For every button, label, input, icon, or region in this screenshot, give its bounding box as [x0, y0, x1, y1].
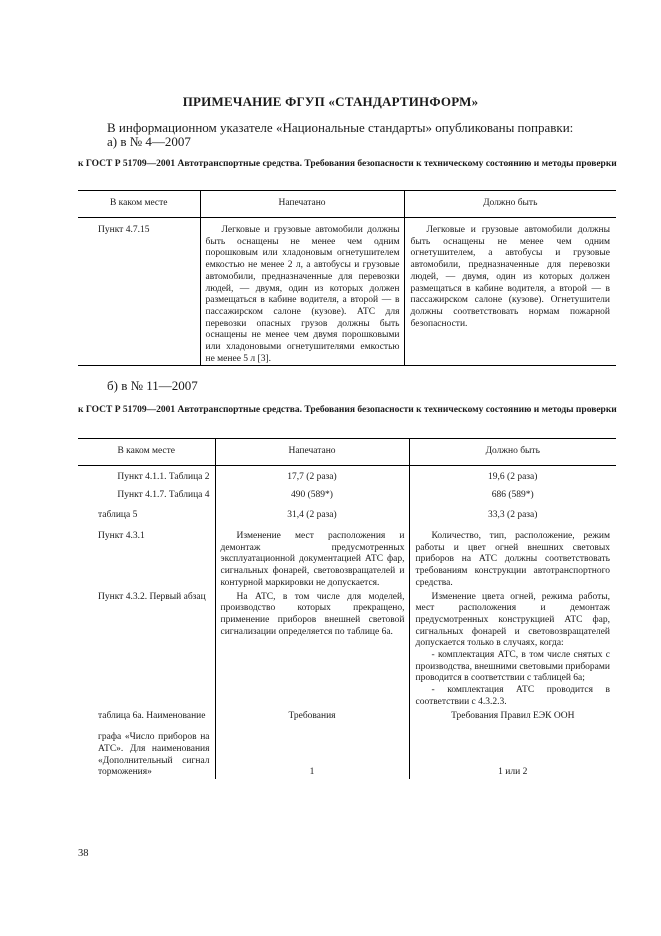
place-cell: таблица 5 [98, 510, 138, 520]
header-correct: Должно быть [409, 439, 616, 466]
header-printed: Напечатано [200, 191, 404, 218]
correct-cell: 1 или 2 [409, 732, 616, 779]
table-row [78, 508, 616, 528]
correct-cell [409, 590, 616, 709]
correct-cell: Количество, тип, расположение, режим работы и цвет огней внешних световых приборов на АТС должны соответствовать требованиям конструкции автотранспортного средства. [409, 528, 616, 590]
correct-cell-text: Изменение цвета огней, режима работы, мест расположения и демонтаж предусмотренных конструкцией АТС фар, сигнальных фонарей и световозвращателей допускается только в случаях, когда: [415, 591, 610, 649]
header-place: В каком месте [78, 191, 200, 218]
place-cell: Пункт 4.1.7. Таблица 4 [117, 490, 210, 500]
printed-cell: Изменение мест расположения и демонтаж предусмотренных эксплуатационной документацией АТС фар, сигнальных фонарей, световозвращателей и контурной маркировки не допускается. [215, 528, 409, 590]
place-cell: Пункт 4.1.1. Таблица 2 [117, 472, 210, 482]
printed-cell: 17,7 (2 раза) [215, 466, 409, 489]
correct-cell: Требования Правил ЕЭК ООН [409, 709, 616, 733]
table-row [78, 218, 616, 366]
printed-cell: На АТС, в том числе для моделей, производство которых прекращено, применение приборов внешней световой сигнализации определяется по таблице 6а. [215, 590, 409, 709]
standard-reference: к ГОСТ Р 51709—2001 Автотранспортные средства. Требования безопасности к техническому состоянию и методы проверки [78, 159, 617, 169]
printed-cell: Легковые и грузовые автомобили должны быть оснащены не менее чем одним порошковым или хладоновым огнетушителем емкостью не менее 2 л, а автобусы и грузовые автомобили, предназначенные для перевозки людей, — двумя, один из которых должен размещаться в кабине водителя, а второй — в пассажирском салоне (кузове). АТС для перевозки опасных грузов должны быть оснащены не менее чем двумя порошковыми или хладоновыми огнетушителями емкостью не менее 5 л [3]. [200, 218, 404, 366]
correct-list-item: - комплектация АТС, в том числе снятых с производства, внешними световыми приборами проводится в соответствии с таблицей 6а; [415, 650, 610, 684]
corrections-table-1 [78, 190, 616, 366]
correct-cell: 686 (589*) [409, 488, 616, 508]
header-place: В каком месте [78, 439, 215, 466]
section-a-label: а) в № 4—2007 [107, 134, 191, 149]
table-row [78, 709, 616, 733]
place-cell: Пункт 4.3.1 [98, 531, 145, 541]
header-printed: Напечатано [215, 439, 409, 466]
table-row [78, 528, 616, 590]
printed-cell: 1 [215, 732, 409, 779]
intro-text: В информационном указателе «Национальные стандарты» опубликованы поправки: [107, 120, 574, 135]
corrections-table-2 [78, 438, 616, 779]
place-cell: Пункт 4.7.15 [78, 218, 200, 366]
page-number: 38 [78, 848, 89, 859]
table-row [78, 466, 616, 489]
place-cell: таблица 6а. Наименование [98, 710, 206, 721]
printed-cell: Требования [215, 709, 409, 733]
correct-list-item: - комплектация АТС проводится в соответствии с 4.3.2.3. [415, 685, 610, 707]
section-b-label: б) в № 11—2007 [107, 378, 198, 393]
standard-reference: к ГОСТ Р 51709—2001 Автотранспортные средства. Требования безопасности к техническому состоянию и методы проверки [78, 405, 617, 415]
printed-cell: 490 (589*) [215, 488, 409, 508]
correct-cell: Легковые и грузовые автомобили должны быть оснащены не менее чем одним огнетушителем, а автобусы и грузовые автомобили, предназначенные для перевозки людей, — двумя, один из которых должен размещаться в кабине водителя, а второй — в пассажирском салоне (кузове). Огнетушители должны соответствовать нормам пожарной безопасности. [404, 218, 616, 366]
note-title: ПРИМЕЧАНИЕ ФГУП «СТАНДАРТИНФОРМ» [182, 94, 479, 109]
table-row [78, 732, 616, 779]
place-cell: Пункт 4.3.2. Первый абзац [98, 591, 206, 602]
correct-cell: 33,3 (2 раза) [409, 508, 616, 528]
table-row [78, 590, 616, 709]
correct-cell: 19,6 (2 раза) [409, 466, 616, 489]
header-correct: Должно быть [404, 191, 616, 218]
place-cell: графа «Число приборов на АТС». Для наименования «Дополнительный сигнал торможения» [98, 732, 210, 778]
printed-cell: 31,4 (2 раза) [215, 508, 409, 528]
table-row [78, 488, 616, 508]
